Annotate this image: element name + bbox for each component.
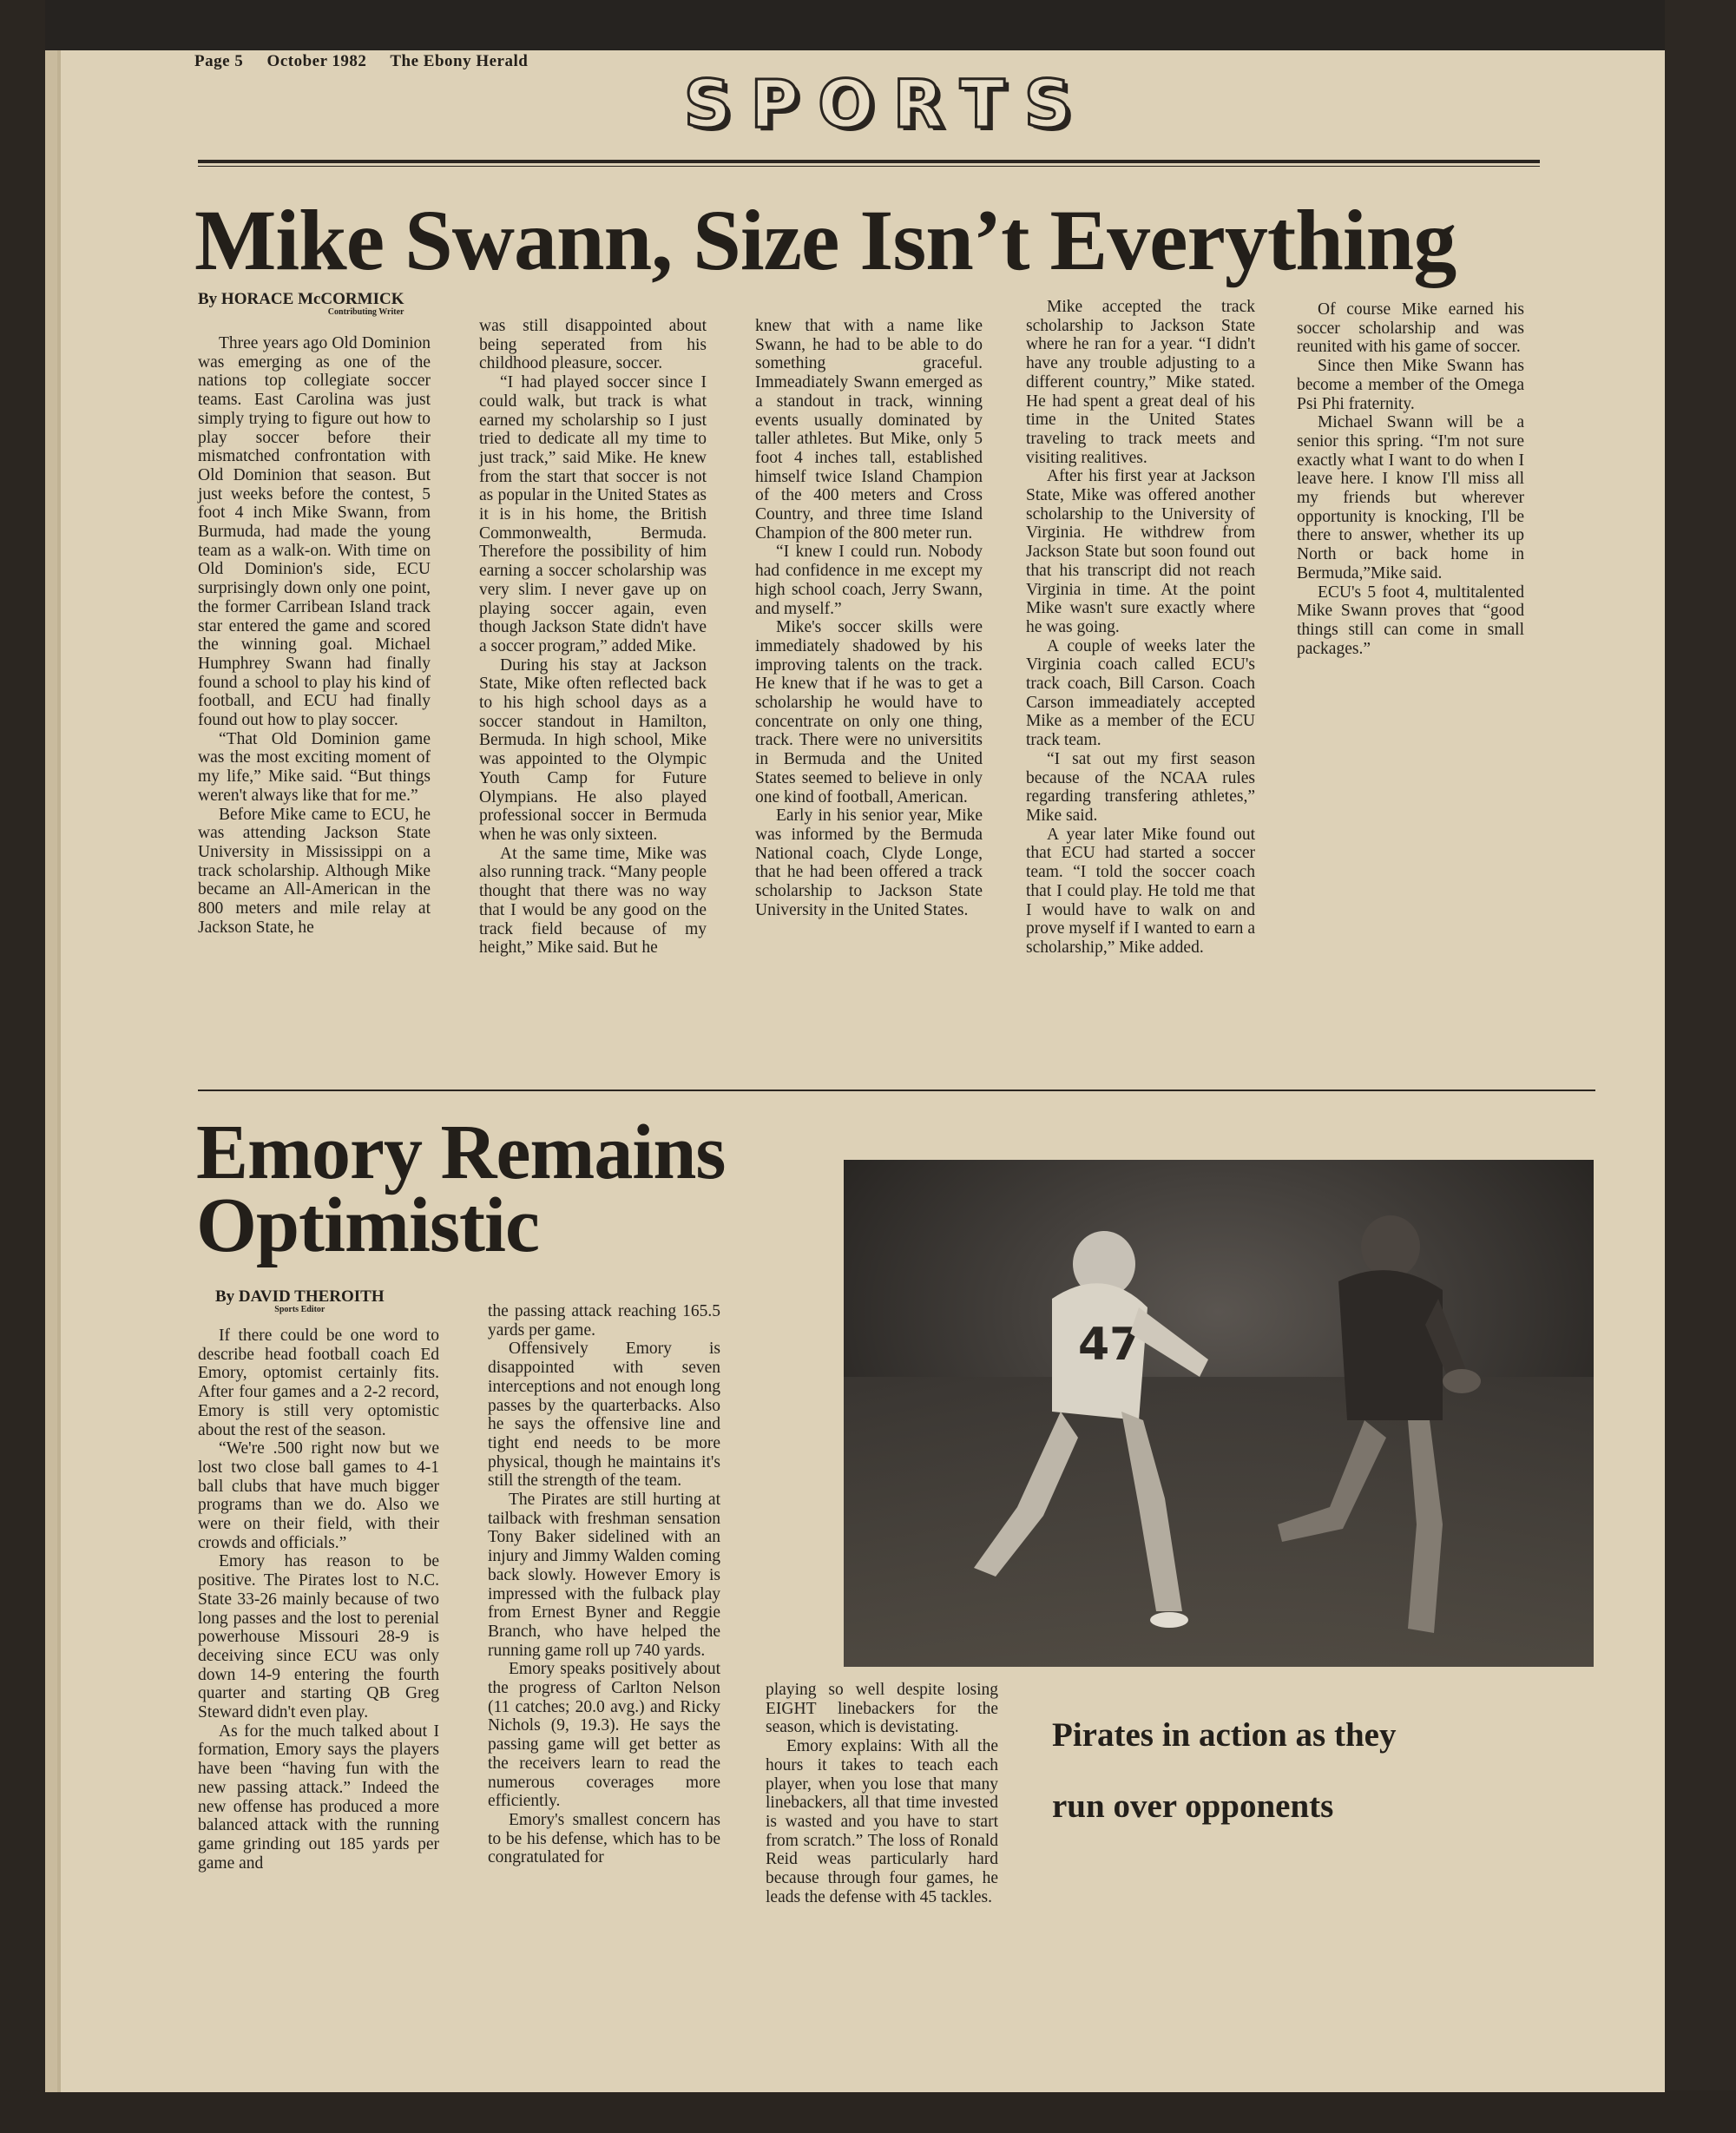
paragraph: Emory has reason to be positive. The Pirates lost to N.C. State 33-26 mainly because of two long passes and the lost to perenial powerhouse Missouri 28-9 is deceiving since ECU was only down 14-9 entering the fourth quarter and starting QB Greg Steward didn't even play. (198, 1552, 439, 1722)
article2-column-1 (198, 1327, 439, 1873)
paragraph: Before Mike came to ECU, he was attending Jackson State University in Mississippi on a track scholarship. Although Mike became an All-American in the 800 meters and mile relay at Jackson State, he (198, 805, 431, 937)
paragraph: ECU's 5 foot 4, multitalented Mike Swann proves that “good things still can come in small packages.” (1297, 583, 1524, 658)
article-divider (198, 1090, 1595, 1091)
paragraph: At the same time, Mike was also running track. “Many people thought that there was no way that I would be any good on the track field because of my height,” Mike said. But he (479, 844, 707, 958)
football-photo (844, 1160, 1594, 1667)
article1-column-3 (755, 317, 983, 920)
paragraph: “We're .500 right now but we lost two close ball games to 4-1 ball clubs that have much bigger programs than we do. Also we were on their field, with their crowds and officials.” (198, 1439, 439, 1552)
page-fold-shadow (57, 50, 61, 2092)
paragraph: knew that with a name like Swann, he had to be able to do something graceful. Immeadiately Swann emerged as a standout in track, winning events usually dominated by taller athletes. But Mike, only 5 foot 4 inches tall, established himself twice Island Champion of the 400 meters and Cross Country, and three time Island Champion of the 800 meter run. (755, 317, 983, 543)
caption-line-2: run over opponents (1052, 1787, 1334, 1825)
paragraph: Emory speaks positively about the progress of Carlton Nelson (11 catches; 20.0 avg.) and Ricky Nichols (9, 19.3). He says the passing game will get better as the receivers learn to read the numerous coverages more efficiently. (488, 1660, 720, 1811)
page-fold (45, 50, 57, 2092)
paragraph: The Pirates are still hurting at tailback with freshman sensation Tony Baker sidelined with an injury and Jimmy Walden coming back slowly. However Emory is impressed with the fulback play from Ernest Byner and Reggie Branch, who have helped the running game roll up 740 yards. (488, 1491, 720, 1660)
section-masthead: SPORTS (683, 65, 1091, 142)
paper-name: The Ebony Herald (390, 52, 529, 70)
paragraph: As for the much talked about I formation, Emory says the players have been “having fun with the new passing attack.” Indeed the new offense has produced a more balanced attack with the running game grinding out 185 yards per game and (198, 1722, 439, 1873)
article2-column-3 (766, 1681, 998, 1906)
paragraph: During his stay at Jackson State, Mike often reflected back to his high school days as a soccer standout in Hamilton, Bermuda. In high school, Mike was appointed to the Olympic Youth Camp for Future Olympians. He also played professional soccer in Bermuda when he was only sixteen. (479, 655, 707, 844)
paragraph: Michael Swann will be a senior this spring. “I'm not sure exactly what I want to do when I leave here. I know I'll miss all my friends but wherever opportunity is knocking, I'll be there to answer, whether its up North or back home in Bermuda,”Mike said. (1297, 413, 1524, 583)
photo-caption (1052, 1700, 1538, 1842)
article2-byline (215, 1287, 385, 1314)
article2-column-2 (488, 1302, 720, 1867)
masthead-rule (198, 160, 1540, 163)
paragraph: Since then Mike Swann has become a member of the Omega Psi Phi fraternity. (1297, 357, 1524, 413)
scan-border-right (1665, 0, 1736, 2133)
paragraph: If there could be one word to describe head football coach Ed Emory, optomist certainly fits. After four games and a 2-2 record, Emory is still very optomistic about the rest of the season. (198, 1327, 439, 1439)
byline-role: Contributing Writer (327, 307, 404, 317)
paragraph: “I sat out my first season because of the NCAA rules regarding transfering athletes,” Mike said. (1026, 749, 1255, 825)
paragraph: Offensively Emory is disappointed with seven interceptions and not enough long passes by the quarterbacks. Also he says the offensive line and tight end needs to be more physical, though he maintains it's still the strength of the team. (488, 1340, 720, 1491)
issue-date: October 1982 (266, 52, 367, 70)
article2-headline (196, 1109, 856, 1268)
paragraph: A year later Mike found out that ECU had started a soccer team. “I told the soccer coach that I could play. He told me that I would have to walk on and prove myself if I wanted to earn a scholarship,” Mike added. (1026, 825, 1255, 957)
paragraph: Mike accepted the track scholarship to Jackson State where he ran for a year. “I didn't have any trouble adjusting to a different country,” Mike stated. He had spent a great deal of his time in the United States traveling to track meets and visiting realitives. (1026, 298, 1255, 467)
paragraph: Emory explains: With all the hours it takes to teach each player, when you lose that many linebackers, all that time invested is wasted and you have to start from scratch.” The loss of Ronald Reid weas particularly hard because through four games, he leads the defense with 45 tackles. (766, 1737, 998, 1906)
article1-column-2 (479, 317, 707, 958)
scan-border-left (0, 0, 45, 2133)
paragraph: was still disappointed about being seperated from his childhood pleasure, soccer. (479, 317, 707, 373)
paragraph: Of course Mike earned his soccer scholarship and was reunited with his game of soccer. (1297, 300, 1524, 357)
article1-column-5 (1297, 300, 1524, 658)
paragraph: playing so well despite losing EIGHT linebackers for the season, which is devistating. (766, 1681, 998, 1737)
headline-line-2: Optimistic (196, 1182, 539, 1268)
article-byline (198, 290, 404, 317)
caption-line-1: Pirates in action as they (1052, 1716, 1397, 1754)
headline-line-1: Emory Remains (196, 1109, 726, 1195)
paragraph: the passing attack reaching 165.5 yards per game. (488, 1302, 720, 1340)
jersey-number: 47 (1078, 1319, 1141, 1371)
masthead-rule-thin (198, 166, 1540, 167)
scan-border-bottom (0, 2090, 1736, 2133)
newspaper-page (45, 50, 1665, 2092)
page-header-line (194, 52, 547, 71)
paragraph: Emory's smallest concern has to be his defense, which has to be congratulated for (488, 1810, 720, 1867)
byline-role: Sports Editor (274, 1305, 326, 1314)
paragraph: “That Old Dominion game was the most exciting moment of my life,” Mike said. “But things weren't always like that for me.” (198, 729, 431, 805)
article-headline: Mike Swann, Size Isn’t Everything (194, 192, 1457, 288)
paragraph: A couple of weeks later the Virginia coach called ECU's track coach, Bill Carson. Coach Carson immeadiately accepted Mike as a member of the ECU track team. (1026, 636, 1255, 750)
paragraph: Mike's soccer skills were immediately shadowed by his improving talents on the track. He knew that if he was to get a scholarship he would have to concentrate on only one thing, track. There were no universitits in Bermuda and the United States seemed to believe in only one kind of football, American. (755, 618, 983, 806)
byline-author: By DAVID THEROITH (215, 1287, 385, 1306)
scan-border-top (0, 0, 1736, 54)
paragraph: Three years ago Old Dominion was emerging as one of the nations top collegiate soccer teams. East Carolina was just simply trying to figure out how to play soccer before their mismatched confrontation with Old Dominion that season. But just weeks before the contest, 5 foot 4 inch Mike Swann, from Burmuda, had made the young team as a walk-on. With time on Old Dominion's side, ECU surprisingly down only one point, the former Carribean Island track star entered the game and scored the winning goal. Michael Humphrey Swann had finally found a school to play his kind of football, and ECU had finally found out how to play soccer. (198, 334, 431, 730)
paragraph: After his first year at Jackson State, Mike was offered another scholarship to the University of Virginia. He withdrew from Jackson State but soon found out that his transcript did not reach Virginia in time. At the point Mike wasn't sure exactly where he was going. (1026, 467, 1255, 636)
byline-author: By HORACE McCORMICK (198, 290, 404, 308)
article1-column-4 (1026, 298, 1255, 958)
paragraph: “I knew I could run. Nobody had confidence in me except my high school coach, Jerry Swann, and myself.” (755, 543, 983, 618)
paragraph: Early in his senior year, Mike was informed by the Bermuda National coach, Clyde Longe, that he had been offered a track scholarship to Jackson State University in the United States. (755, 806, 983, 919)
page-number: Page 5 (194, 52, 244, 70)
paragraph: “I had played soccer since I could walk, but track is what earned my scholarship so I just tried to dedicate all my time to just track,” said Mike. He knew from the start that soccer is not as popular in the United States as it is in his home, the British Commonwealth, Bermuda. Therefore the possibility of him earning a soccer scholarship was very slim. I never gave up on playing soccer again, even though Jackson State didn't have a soccer program,” added Mike. (479, 373, 707, 655)
article1-column-1 (198, 334, 431, 938)
photo-illustration (844, 1160, 1594, 1667)
